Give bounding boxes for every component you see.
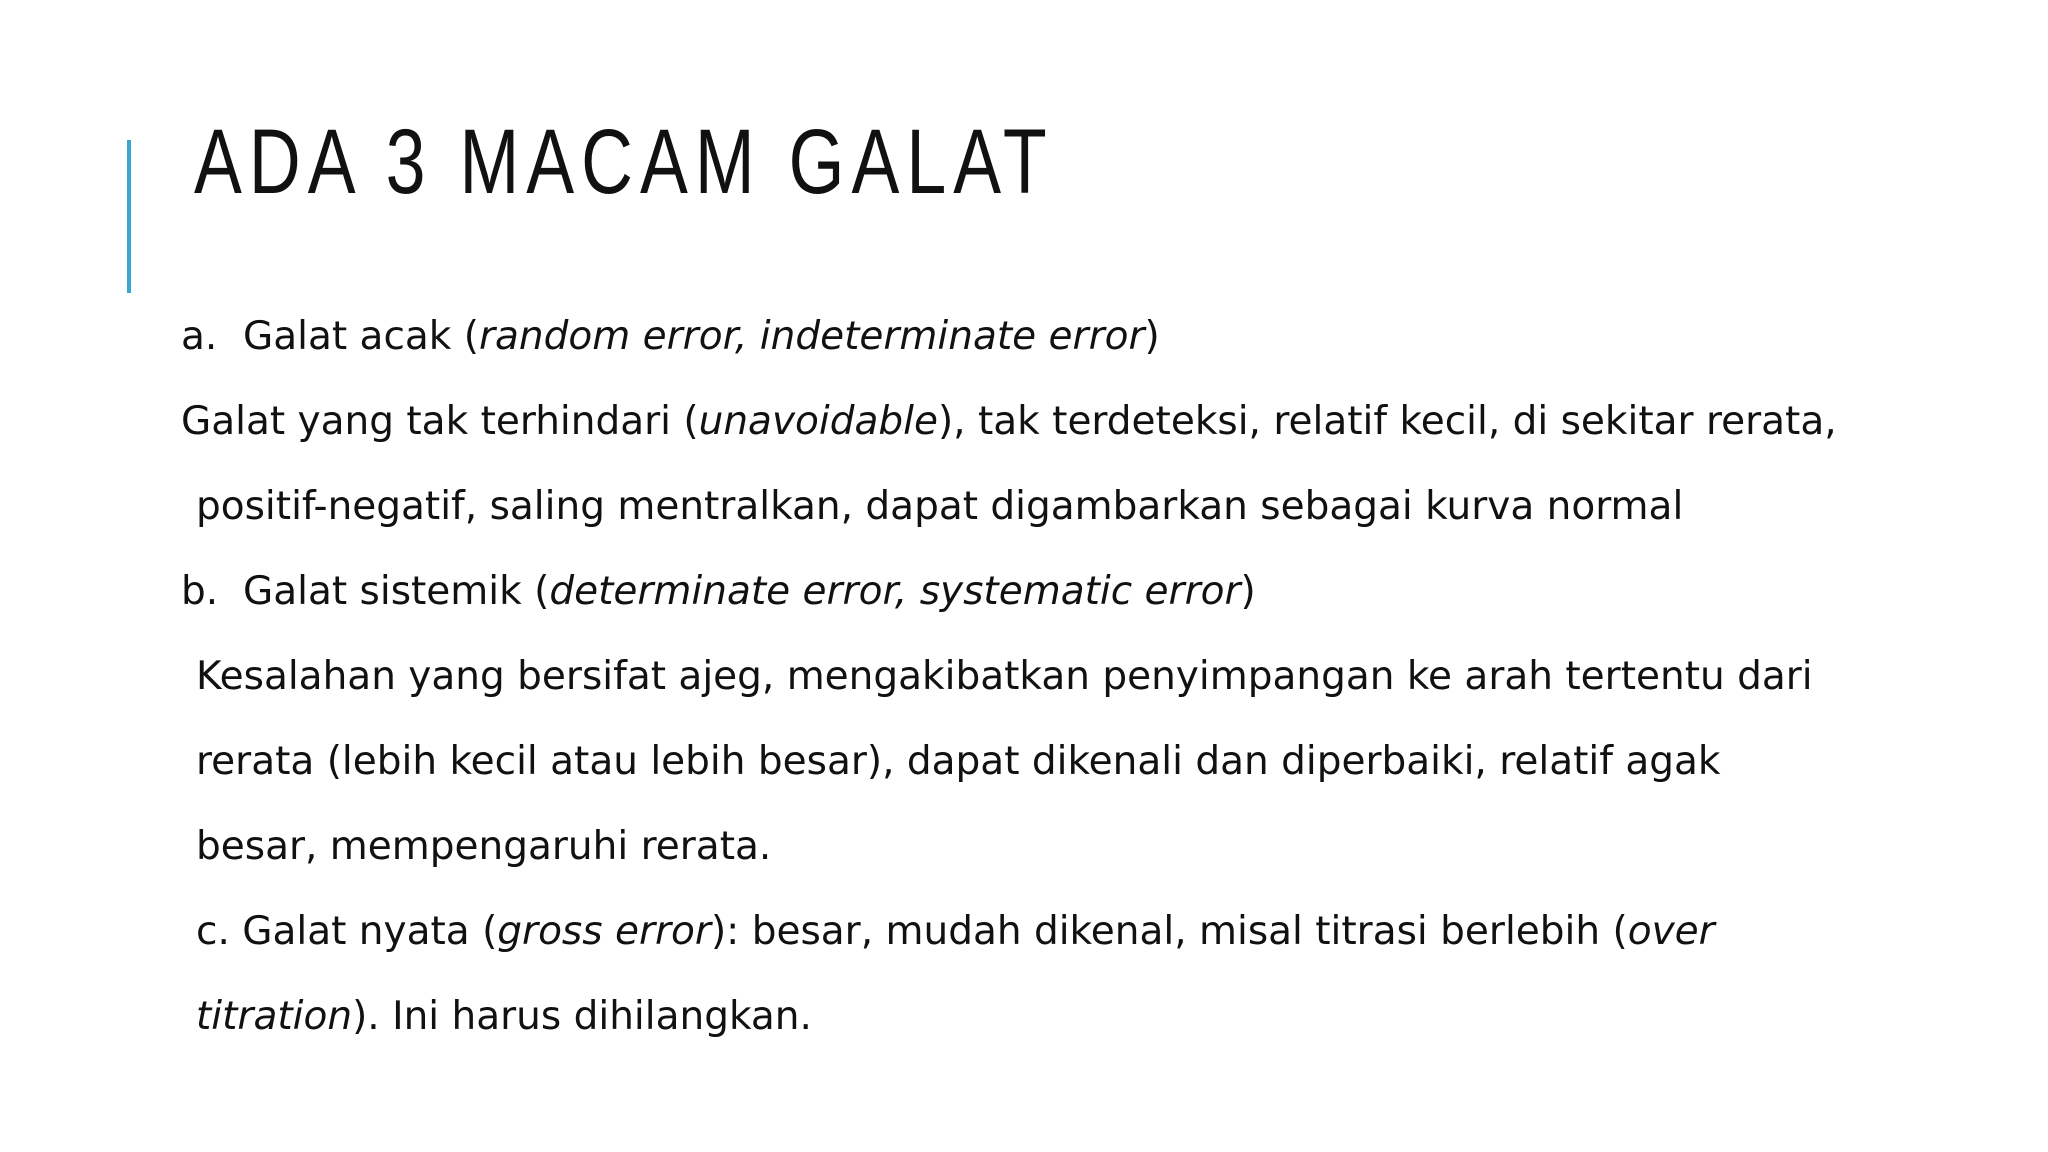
text-segment: Galat acak ( <box>243 314 479 359</box>
item-c-line-1 <box>196 909 1715 956</box>
text-segment-italic: gross error <box>497 909 711 954</box>
text-segment: ) <box>1144 314 1160 359</box>
text-segment: ), tak terdeteksi, relatif kecil, di sekitar rerata, <box>937 399 1837 444</box>
item-label: b. <box>181 569 219 614</box>
text-segment: besar, mempengaruhi rerata. <box>196 824 772 869</box>
text-segment: c. Galat nyata ( <box>196 909 498 954</box>
text-segment-italic: titration <box>196 994 353 1039</box>
slide-title: ADA 3 MACAM GALAT <box>194 111 1054 213</box>
text-segment-italic: unavoidable <box>698 399 938 444</box>
text-segment: rerata (lebih kecil atau lebih besar), dapat dikenali dan diperbaiki, relatif agak <box>196 739 1721 784</box>
text-segment: Galat yang tak terhindari ( <box>181 399 699 444</box>
item-a-description-line-1 <box>181 399 1837 446</box>
text-segment: ) <box>1240 569 1256 614</box>
text-segment-italic: over <box>1627 909 1715 954</box>
text-segment-italic: random error, indeterminate error <box>478 314 1145 359</box>
item-b-heading <box>181 569 1256 616</box>
item-label: a. <box>181 314 218 359</box>
item-b-description-line-3 <box>196 824 771 871</box>
item-a-description-line-2 <box>196 484 1683 531</box>
accent-bar <box>127 140 131 293</box>
item-c-line-2 <box>196 994 812 1041</box>
text-segment-italic: determinate error, systematic error <box>549 569 1241 614</box>
text-segment: Galat sistemik ( <box>243 569 550 614</box>
text-segment: Kesalahan yang bersifat ajeg, mengakibatkan penyimpangan ke arah tertentu dari <box>196 654 1813 699</box>
item-b-description-line-2 <box>196 739 1721 786</box>
item-a-heading <box>181 314 1160 361</box>
item-b-description-line-1 <box>196 654 1813 701</box>
text-segment: ): besar, mudah dikenal, misal titrasi berlebih ( <box>710 909 1628 954</box>
text-segment: ). Ini harus dihilangkan. <box>352 994 812 1039</box>
text-segment: positif-negatif, saling mentralkan, dapat digambarkan sebagai kurva normal <box>196 484 1684 529</box>
